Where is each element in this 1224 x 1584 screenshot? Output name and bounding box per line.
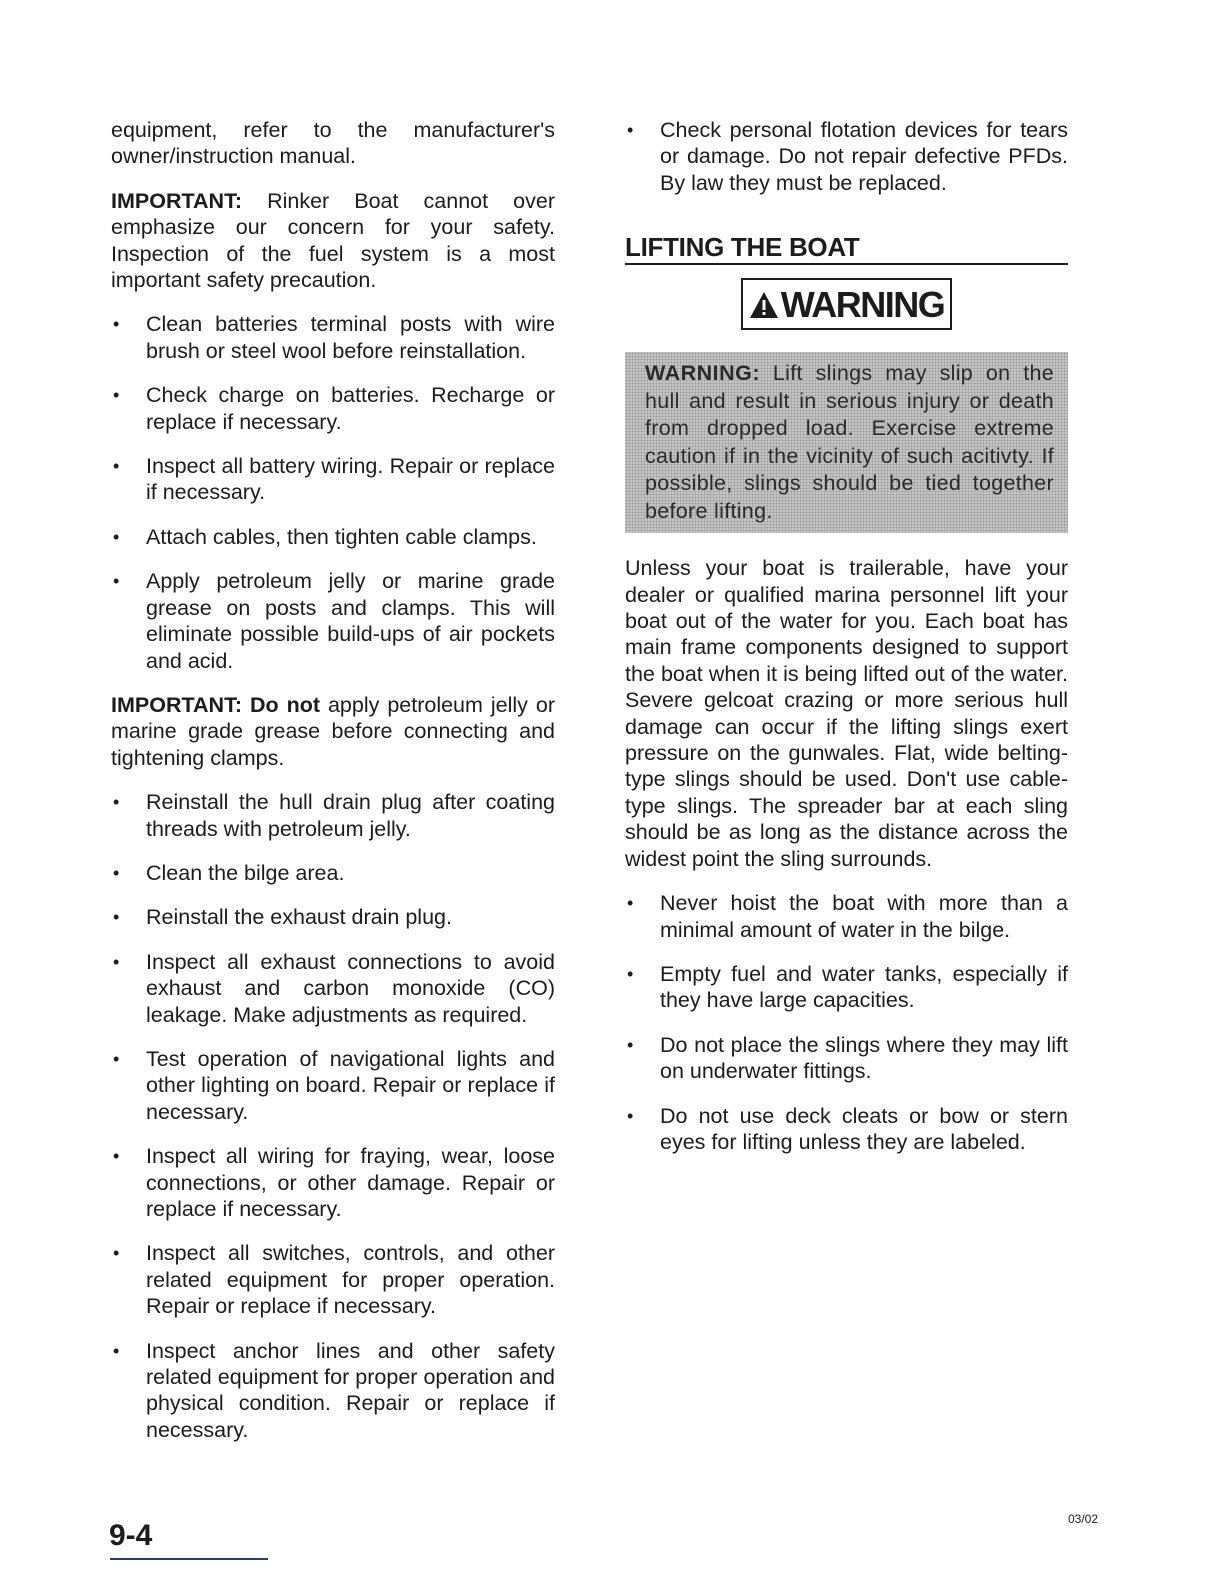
warning-header — [625, 278, 1068, 330]
date-code: 03/02 — [1068, 1512, 1099, 1526]
list-item: • Inspect anchor lines and other safety related equipment for proper operation and physical condition. Repair or replace if necessary. — [113, 1338, 555, 1442]
important-label: IMPORTANT: — [111, 188, 242, 213]
section-title: LIFTING THE BOAT — [625, 232, 1068, 265]
page-number: 9-4 — [109, 1519, 153, 1552]
list-item: • Reinstall the hull drain plug after coating threads with petroleum jelly. — [113, 790, 555, 841]
important-text: Rinker Boat cannot over emphasize our concern for your safety. Inspection of the fuel system is a most important safety precaution. — [111, 188, 555, 293]
warning-triangle-icon — [749, 291, 779, 319]
important-text: apply petroleum jelly or marine grade grease before connecting and tightening clamps. — [111, 692, 555, 770]
list-item: • Never hoist the boat with more than a minimal amount of water in the bilge. — [627, 891, 1068, 942]
intro-paragraph: equipment, refer to the manufacturer's owner/instruction manual. — [111, 118, 555, 169]
list-item: • Empty fuel and water tanks, especially if they have large capacities. — [627, 961, 1068, 1013]
list-item: • Check personal flotation devices for tears or damage. Do not repair defective PFDs. By law they must be replaced. — [627, 118, 1068, 195]
warning-heading: WARNING — [780, 284, 945, 326]
important-emphasis: Do not — [249, 692, 320, 717]
battery-checklist — [111, 311, 555, 673]
list-item: • Reinstall the exhaust drain plug. — [113, 905, 452, 930]
warning-box — [741, 278, 953, 330]
lifting-checklist — [625, 890, 1068, 1155]
warning-text: Lift slings may slip on the hull and result in serious injury or death from dropped load. Exercise extreme caution if in the vicinity of such acitivty. If possible, slings should be tied together before lifting. — [645, 361, 1055, 523]
left-column — [111, 117, 555, 1461]
important-label: IMPORTANT: — [111, 692, 242, 717]
important-note-1 — [111, 188, 555, 294]
warning-panel — [625, 352, 1068, 533]
right-column — [625, 117, 1068, 1173]
list-item: • Inspect all battery wiring. Repair or replace if necessary. — [113, 454, 555, 505]
body-paragraph: Unless your boat is trailerable, have your dealer or qualified marina personnel lift your boat out of the water for you. Each boat has main frame components designed to support the boat when it is being lifted out of the water. Severe gelcoat crazing or more serious hull damage can occur if the lifting slings exert pressure on the gunwales. Flat, wide belting-type slings should be used. Don't use cable-type slings. The spreader bar at each sling should be as long as the distance across the widest point the sling surrounds. — [625, 556, 1068, 871]
list-item: • Do not use deck cleats or bow or stern eyes for lifting unless they are labeled. — [627, 1103, 1068, 1154]
maintenance-checklist — [111, 789, 555, 1443]
list-item: • Test operation of navigational lights and other lighting on board. Repair or replace if necessary. — [113, 1046, 555, 1124]
important-note-2 — [111, 692, 555, 771]
list-item: • Inspect all wiring for fraying, wear, loose connections, or other damage. Repair or replace if necessary. — [113, 1144, 555, 1221]
footer-rule — [110, 1558, 268, 1560]
pfd-checklist — [625, 117, 1068, 196]
list-item: • Check charge on batteries. Recharge or replace if necessary. — [113, 383, 555, 434]
list-item: • Clean batteries terminal posts with wire brush or steel wool before reinstallation. — [113, 312, 555, 363]
list-item: • Apply petroleum jelly or marine grade grease on posts and clamps. This will eliminate possible build-ups of air pockets and acid. — [113, 569, 555, 673]
list-item: • Inspect all switches, controls, and other related equipment for proper operation. Repair or replace if necessary. — [113, 1241, 555, 1319]
list-item: • Attach cables, then tighten cable clamps. — [113, 524, 537, 549]
list-item: • Inspect all exhaust connections to avoid exhaust and carbon monoxide (CO) leakage. Make adjustments as required. — [113, 949, 555, 1027]
warning-label: WARNING: — [645, 361, 761, 386]
list-item: • Do not place the slings where they may lift on underwater fittings. — [627, 1032, 1068, 1084]
list-item: • Clean the bilge area. — [113, 860, 345, 885]
